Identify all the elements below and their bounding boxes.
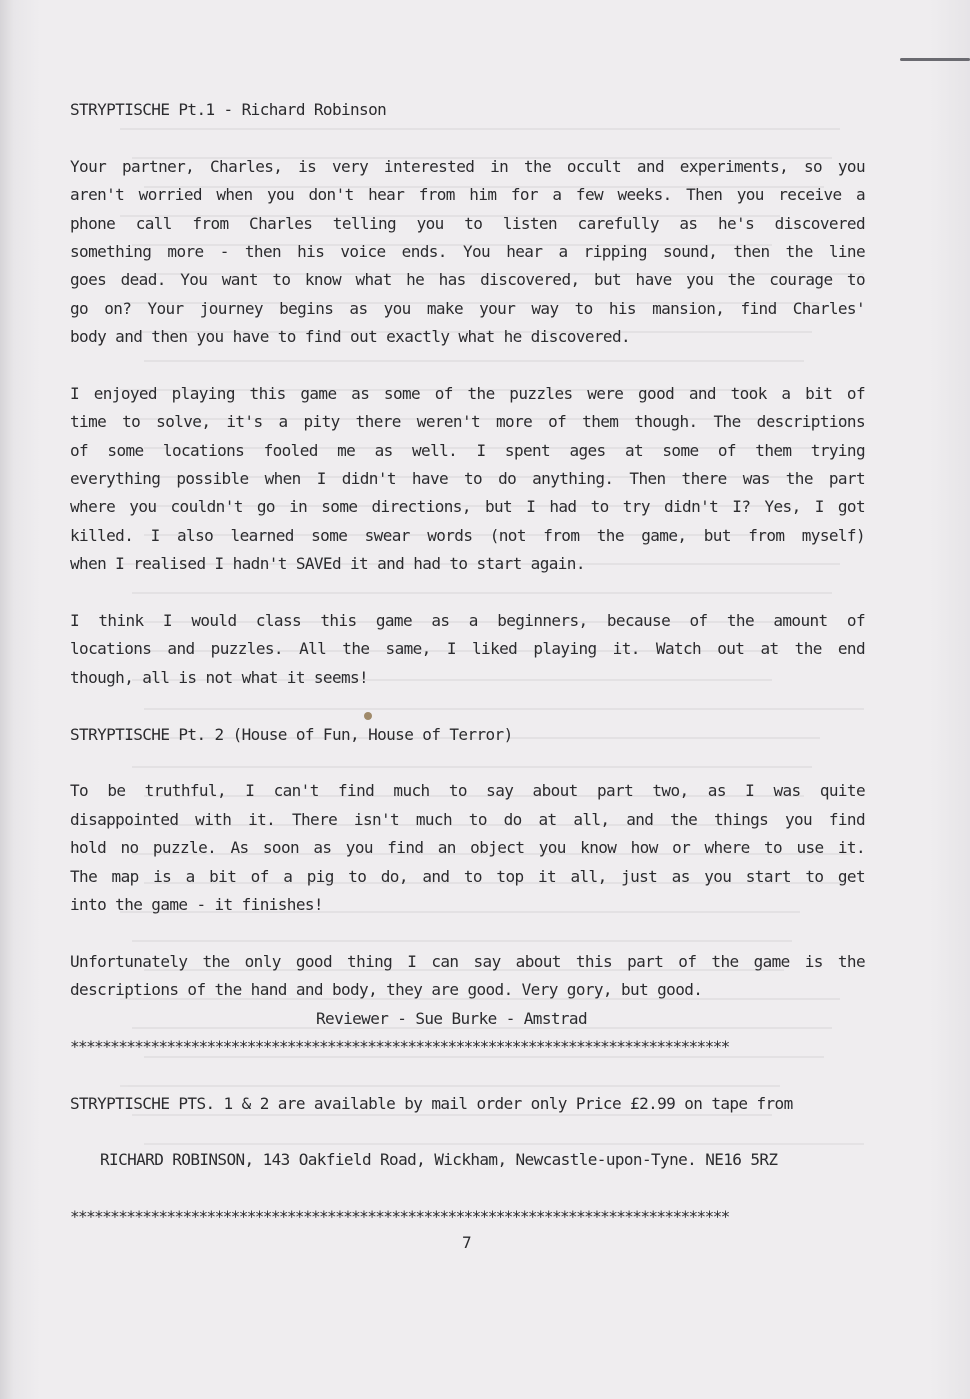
text-line: I enjoyed playing this game as some of the puzzles were good and took a bit of [70,383,865,403]
text-line: Unfortunately the only good thing I can say about this part of the game is the [70,951,865,971]
text-line: goes dead. You want to know what he has discovered, but have you the courage to [70,270,865,290]
text-line: though, all is not what it seems! [70,667,369,687]
staple-mark [900,58,970,61]
publisher-address: RICHARD ROBINSON, 143 Oakfield Road, Wickham, Newcastle-upon-Tyne. NE16 5RZ [100,1150,778,1170]
text-line: into the game - it finishes! [70,894,323,914]
text-line: locations and puzzles. All the same, I liked playing it. Watch out at the end [70,639,865,659]
text-line: when I realised I hadn't SAVEd it and had to start again. [70,554,585,574]
text-line: To be truthful, I can't find much to say about part two, as I was quite [70,781,865,801]
text-line: everything possible when I didn't have to do anything. Then there was the part [70,469,865,489]
review2-para1 [70,777,865,919]
review2-para2 [70,948,865,1005]
text-line: go on? Your journey begins as you make your way to his mansion, find Charles' [70,298,865,318]
text-line: where you couldn't go in some directions, but I had to try didn't I? Yes, I got [70,497,865,517]
review1-para3 [70,607,865,692]
text-line: The map is a bit of a pig to do, and to top it all, just as you start to get [70,866,865,886]
review1-para2 [70,380,865,579]
review1-para1 [70,153,865,352]
page-number: 7 [462,1233,472,1252]
text-line: time to solve, it's a pity there weren't more of them though. The descriptions [70,412,865,432]
text-line: Your partner, Charles, is very interested in the occult and experiments, so you [70,156,865,176]
text-line: killed. I also learned some swear words (not from the game, but from myself) [70,525,865,545]
reviewer-credit: Reviewer - Sue Burke - Amstrad [316,1008,587,1028]
review2-title: STRYPTISCHE Pt. 2 (House of Fun, House of Terror) [70,724,513,744]
text-line: something more - then his voice ends. You hear a ripping sound, then the line [70,241,865,261]
separator: ********************************************************************************** [70,1036,729,1056]
text-line: I think I would class this game as a beginners, because of the amount of [70,611,865,631]
text-line: aren't worried when you don't hear from him for a few weeks. Then you receive a [70,185,865,205]
text-line: descriptions of the hand and body, they are good. Very gory, but good. [70,980,703,1000]
text-line: disappointed with it. There isn't much to do at all, and the things you find [70,809,865,829]
text-line: hold no puzzle. As soon as you find an object you know how or where to use it. [70,838,865,858]
text-line: body and then you have to find out exactly what he discovered. [70,327,631,347]
text-line: of some locations fooled me as well. I spent ages at some of them trying [70,440,865,460]
text-line: phone call from Charles telling you to listen carefully as he's discovered [70,213,865,233]
separator: ********************************************************************************** [70,1207,729,1227]
availability-note: STRYPTISCHE PTS. 1 & 2 are available by mail order only Price £2.99 on tape from [70,1093,793,1113]
review1-title: STRYPTISCHE Pt.1 - Richard Robinson [70,100,387,119]
article [70,96,865,1232]
